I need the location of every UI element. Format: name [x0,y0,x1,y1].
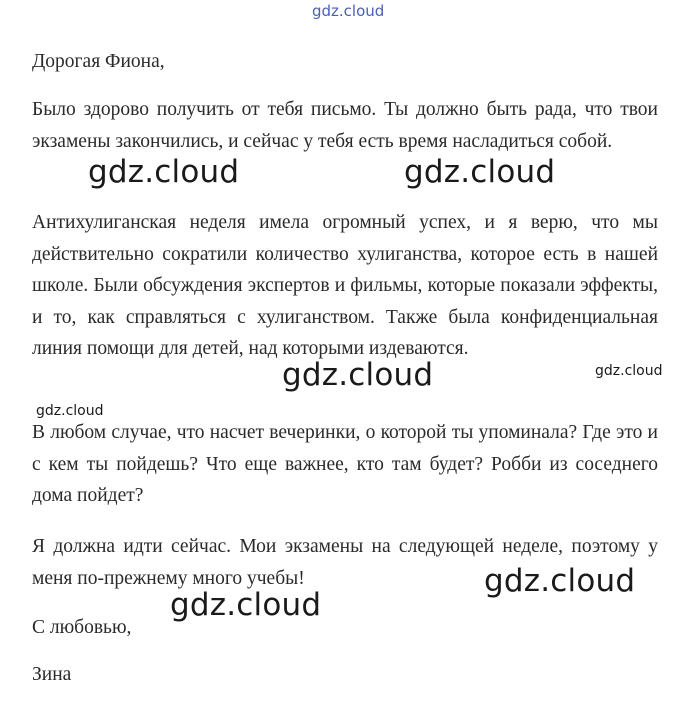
letter-paragraph-3 [32,417,658,512]
paragraph-text: Я должна идти сейчас. Мои экзамены на следующей неделе, поэтому у меня по-прежнему много учебы! [32,536,658,589]
watermark: gdz.cloud [484,563,636,599]
watermark: gdz.cloud [88,154,240,190]
watermark: gdz.cloud [595,363,663,379]
paragraph-text: Антихулиганская неделя имела огромный успех, и я верю, что мы действительно сократили количество хулиганства, которое есть в нашей школе. Были обсуждения экспертов и фильмы, которые показали эффекты, и то, как справляться с хулиганством. Также была конфиденциальная линия помощи для детей, над которыми издеваются. [32,212,658,359]
letter-greeting: Дорогая Фиона, [32,51,165,72]
watermark: gdz.cloud [404,154,556,190]
letter-signature: Зина [32,664,72,685]
letter-paragraph-1 [32,94,658,157]
watermark: gdz.cloud [282,357,434,393]
letter-paragraph-2 [32,207,658,365]
watermark: gdz.cloud [170,587,322,623]
paragraph-text: В любом случае, что насчет вечеринки, о которой ты упоминала? Где это и с кем ты пойдешь? Что еще важнее, кто там будет? Робби из соседнего дома пойдет? [32,422,658,506]
paragraph-text: Было здорово получить от тебя письмо. Ты должно быть рада, что твои экзамены закончились, и сейчас у тебя есть время насладиться собой. [32,99,658,152]
watermark-top: gdz.cloud [312,2,385,20]
watermark: gdz.cloud [36,403,104,419]
letter-closing: С любовью, [32,617,132,638]
